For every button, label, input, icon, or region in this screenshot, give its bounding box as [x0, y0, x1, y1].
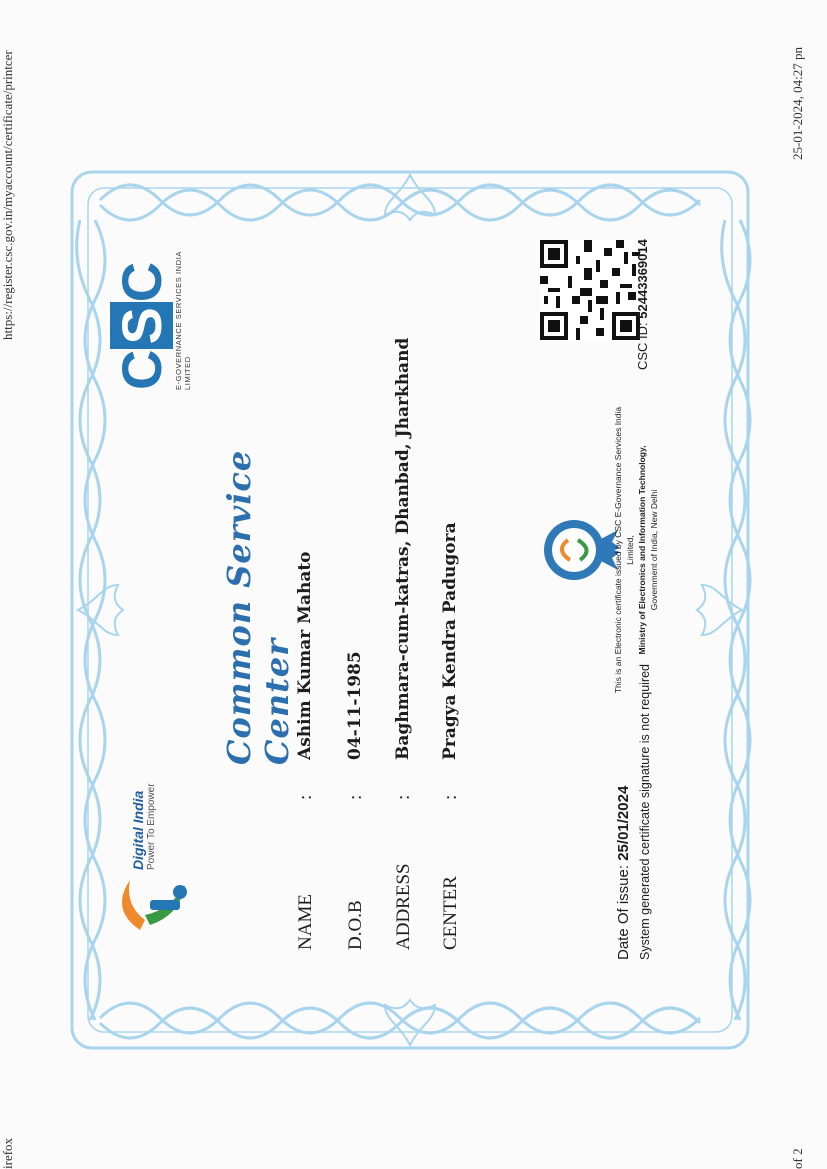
- field-label: D.O.B: [345, 900, 366, 950]
- digital-india-title: Digital India: [130, 790, 146, 870]
- issue-date: [615, 786, 632, 960]
- certificate: [100, 170, 690, 1030]
- issue-date-label: Date Of issue:: [615, 864, 632, 960]
- notice-line-1: This is an Electronic certificate issued by CSC E-Governance Services India Limited,: [613, 406, 635, 694]
- issue-date-value: 25/01/2024: [615, 785, 632, 861]
- browser-url: https://register.csc.gov.in/myaccount/certificate/printcer: [0, 50, 15, 340]
- digital-india-tagline: Power To Empower: [146, 783, 157, 870]
- field-row-dob: [345, 390, 385, 950]
- field-row-name: [295, 390, 335, 950]
- field-row-address: [393, 337, 433, 950]
- field-colon: :: [393, 794, 414, 800]
- csc-id-label: CSC ID:: [635, 322, 650, 370]
- csc-letter-1: C: [110, 348, 173, 390]
- field-value: Baghmara-cum-katras, Dhanbad, Jharkhand: [393, 337, 413, 760]
- qr-code-icon: [540, 240, 640, 340]
- digital-india-logo: [110, 740, 210, 940]
- print-timestamp: 25-01-2024, 04:27 pn: [790, 46, 805, 160]
- csc-id-value: 52443369014: [635, 239, 650, 319]
- field-value: Pragya Kendra Padugora: [440, 522, 460, 760]
- notice-line-3: Government of India, New Delhi: [649, 489, 659, 611]
- csc-logo: [110, 220, 204, 390]
- system-note: System generated certificate signature is not required: [638, 664, 652, 960]
- csc-letter-2: S: [110, 302, 173, 348]
- certificate-title: Common Service Center: [220, 449, 296, 765]
- field-label: NAME: [295, 894, 316, 950]
- digital-india-emblem-icon: [110, 870, 200, 940]
- field-value: Ashim Kumar Mahato: [295, 551, 315, 760]
- field-colon: :: [345, 794, 366, 800]
- electronic-certificate-notice: [612, 400, 660, 700]
- csc-letter-3: C: [110, 260, 173, 303]
- csc-id: [635, 239, 650, 370]
- csc-subtitle: E-GOVERNANCE SERVICES INDIA LIMITED: [174, 251, 192, 390]
- field-value: 04-11-1985: [345, 651, 365, 760]
- csc-badge-icon: [540, 510, 620, 590]
- notice-line-2: Ministry of Electronics and Information Technology,: [637, 445, 647, 655]
- field-label: CENTER: [440, 876, 461, 950]
- field-colon: :: [295, 794, 316, 800]
- browser-name: irefox: [0, 1137, 15, 1169]
- field-label: ADDRESS: [393, 863, 414, 950]
- field-colon: :: [440, 794, 461, 800]
- field-row-center: [440, 390, 480, 950]
- page-count: of 2: [790, 1148, 805, 1169]
